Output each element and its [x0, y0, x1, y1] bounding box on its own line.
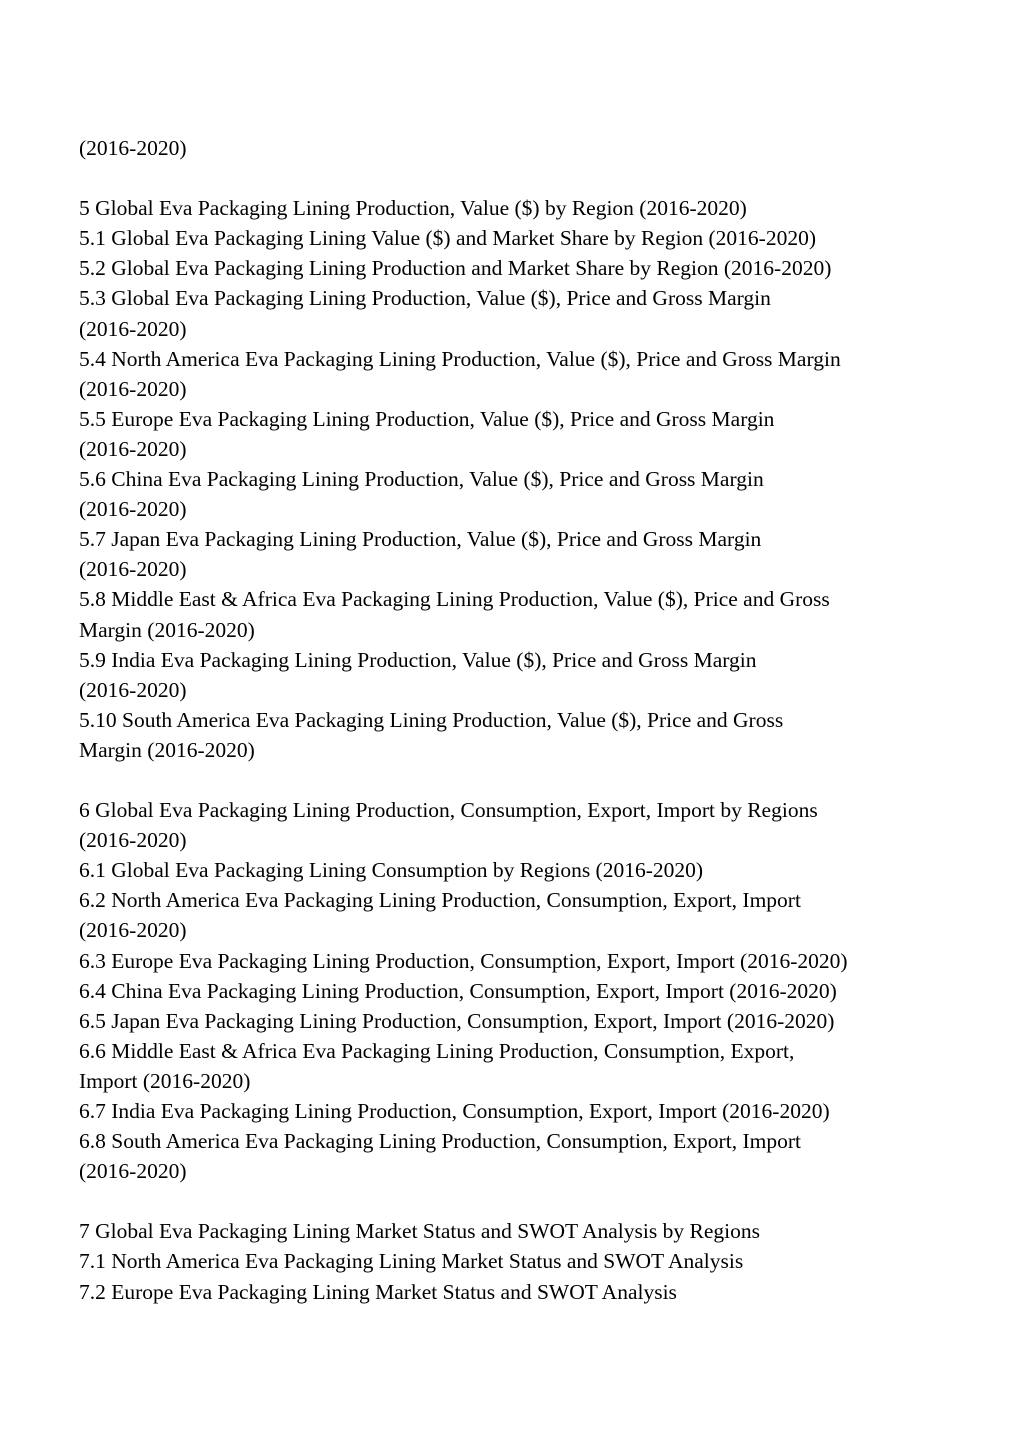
toc-line: 5.3 Global Eva Packaging Lining Production, Value ($), Price and Gross Margin — [79, 286, 771, 311]
toc-line: 6 Global Eva Packaging Lining Production, Consumption, Export, Import by Regions — [79, 798, 818, 823]
toc-line: 6.1 Global Eva Packaging Lining Consumption by Regions (2016-2020) — [79, 858, 704, 883]
toc-line: (2016-2020) — [79, 677, 187, 702]
toc-line: (2016-2020) — [79, 436, 187, 461]
toc-line: 5.8 Middle East & Africa Eva Packaging Lining Production, Value ($), Price and Gross — [79, 587, 830, 612]
toc-line: Import (2016-2020) — [79, 1068, 251, 1093]
toc-line: (2016-2020) — [79, 376, 187, 401]
toc-line: 5.6 China Eva Packaging Lining Production, Value ($), Price and Gross Margin — [79, 467, 764, 492]
toc-line: 6.7 India Eva Packaging Lining Production, Consumption, Export, Import (2016-2020) — [79, 1099, 830, 1123]
toc-line: 5.2 Global Eva Packaging Lining Production and Market Share by Region (2016-2020) — [79, 256, 832, 281]
toc-line: 6.6 Middle East & Africa Eva Packaging Lining Production, Consumption, Export, — [79, 1038, 795, 1063]
toc-line: (2016-2020) — [79, 1159, 187, 1184]
paragraph-gap — [79, 1186, 959, 1216]
toc-line: (2016-2020) — [79, 136, 187, 160]
toc-line: 7.1 North America Eva Packaging Lining Market Status and SWOT Analysis — [79, 1249, 744, 1274]
toc-line: 7 Global Eva Packaging Lining Market Status and SWOT Analysis by Regions — [79, 1219, 760, 1244]
toc-line: 6.8 South America Eva Packaging Lining Production, Consumption, Export, Import — [79, 1129, 801, 1154]
toc-line: 5.4 North America Eva Packaging Lining Production, Value ($), Price and Gross Margin — [79, 346, 841, 371]
toc-line: 5.7 Japan Eva Packaging Lining Production, Value ($), Price and Gross Margin — [79, 527, 762, 552]
toc-line: (2016-2020) — [79, 918, 187, 943]
toc-line: Margin (2016-2020) — [79, 737, 255, 762]
paragraph-gap — [79, 765, 959, 795]
toc-line: 5.1 Global Eva Packaging Lining Value ($) and Market Share by Region (2016-2020) — [79, 226, 817, 251]
toc-line: 6.2 North America Eva Packaging Lining Production, Consumption, Export, Import — [79, 888, 801, 913]
toc-line: 6.4 China Eva Packaging Lining Production, Consumption, Export, Import (2016-2020) — [79, 978, 837, 1003]
toc-line: 6.3 Europe Eva Packaging Lining Production, Consumption, Export, Import (2016-2020) — [79, 948, 848, 973]
toc-line: (2016-2020) — [79, 316, 187, 341]
toc-line: (2016-2020) — [79, 497, 187, 522]
toc-line: (2016-2020) — [79, 557, 187, 582]
toc-line: 5.5 Europe Eva Packaging Lining Production, Value ($), Price and Gross Margin — [79, 406, 775, 431]
toc-line: Margin (2016-2020) — [79, 617, 255, 642]
paragraph-gap — [79, 163, 959, 193]
toc-line: 5.9 India Eva Packaging Lining Production, Value ($), Price and Gross Margin — [79, 647, 757, 672]
toc-line: 5 Global Eva Packaging Lining Production, Value ($) by Region (2016-2020) — [79, 196, 747, 221]
toc-line: (2016-2020) — [79, 828, 187, 853]
toc-line: 5.10 South America Eva Packaging Lining Production, Value ($), Price and Gross — [79, 707, 784, 732]
document-page — [79, 133, 959, 1307]
toc-line: 6.5 Japan Eva Packaging Lining Production, Consumption, Export, Import (2016-2020) — [79, 1008, 835, 1033]
toc-line: 7.2 Europe Eva Packaging Lining Market Status and SWOT Analysis — [79, 1279, 677, 1304]
